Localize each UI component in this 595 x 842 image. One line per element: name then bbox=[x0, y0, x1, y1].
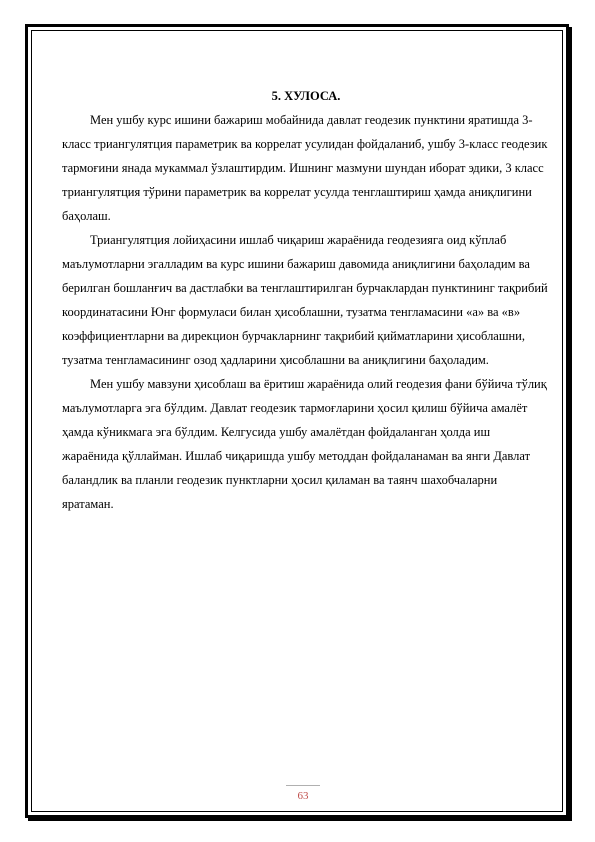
paragraph-2: Триангулятция лойиҳасини ишлаб чиқариш жараёнида геодезияга оид кўплаб маълумотларни эгалладим ва курс ишини бажариш давомида аниқлигини баҳоладим ва берилган бошланғич ва дастлабки ва тенглаштирилган бурчаклардан пунктининг тақрибий координатасини Юнг формуласи билан ҳисоблашни, тузатма тенгламасини «а» ва «в» коэффициентларни ва дирекцион бурчакларнинг тақрибий қийматларини ҳисоблашни, тузатма тенгламасининг озод ҳадларини ҳисоблашни ва аниқлигини баҳоладим. bbox=[62, 233, 548, 367]
page-number-rule bbox=[286, 785, 320, 786]
document-body bbox=[62, 88, 550, 516]
paragraph-3: Мен ушбу мавзуни ҳисоблаш ва ёритиш жараёнида олий геодезия фани бўйича тўлиқ маълумотларга эга бўлдим. Давлат геодезик тармоғларини ҳосил қилиш бўйича амалёт ҳамда кўникмага эга бўлдим. Келгусида ушбу амалётдан фойдаланган ҳолда иш жараёнида қўллайман. Ишлаб чиқаришда ушбу методдан фойдаланаман ва янги Давлат баландлик ва планли геодезик пунктларни ҳосил қиламан ва таянч шахобчаларни яратаман. bbox=[62, 377, 547, 511]
section-heading: 5. ХУЛОСА. bbox=[271, 89, 341, 103]
paragraph-1: Мен ушбу курс ишини бажариш мобайнида давлат геодезик пунктини яратишда 3-класс триангулятция параметрик ва коррелат усулидан фойдаланиб, ушбу 3-класс геодезик тармоғини янада мукаммал ўзлаштирдим. Ишнинг мазмуни шундан иборат эдики, 3 класс триангулятция тўрини параметрик ва коррелат усулда тенглаштириш ҳамда аниқлигини баҳолаш. bbox=[62, 113, 548, 223]
page-number: 63 bbox=[297, 790, 309, 802]
